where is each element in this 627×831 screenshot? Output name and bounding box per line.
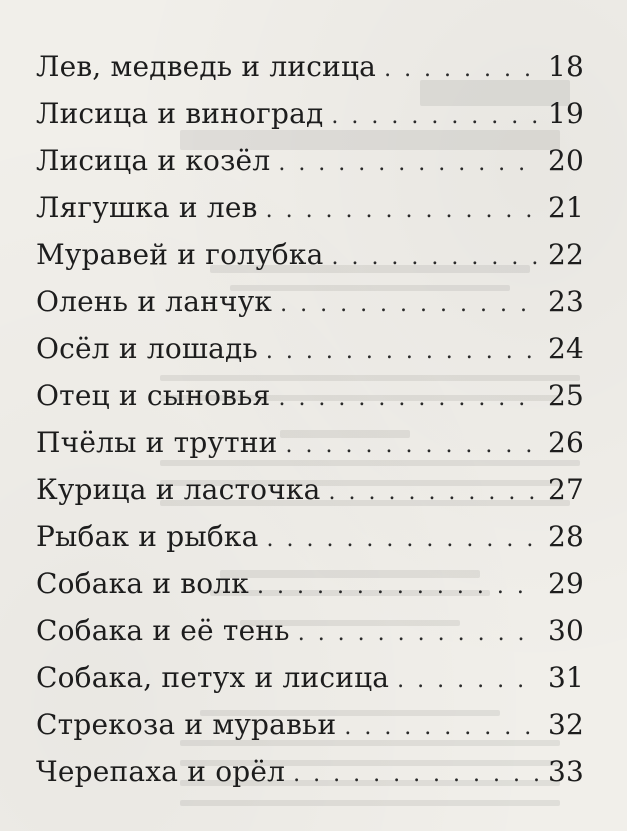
- toc-entry-title: Осёл и лошадь: [36, 332, 258, 365]
- toc-entry-page: 26: [548, 426, 585, 459]
- dot-leader: [384, 57, 538, 82]
- toc-entry-title: Собака и её тень: [36, 614, 290, 647]
- toc-entry-title: Лисица и виноград: [36, 97, 324, 130]
- toc-entry-title: Лягушка и лев: [36, 191, 258, 224]
- table-of-contents: [36, 50, 584, 802]
- toc-entry: [36, 50, 584, 97]
- toc-entry-page: 18: [548, 50, 585, 83]
- toc-entry-page: 29: [548, 567, 585, 600]
- toc-entry-page: 22: [548, 238, 585, 271]
- dot-leader: [344, 715, 538, 740]
- toc-entry: [36, 520, 584, 567]
- toc-entry: [36, 708, 584, 755]
- dot-leader: [278, 386, 538, 411]
- dot-leader: [331, 245, 538, 270]
- toc-entry-page: 33: [548, 755, 585, 788]
- toc-entry-page: 30: [548, 614, 585, 647]
- toc-entry-page: 21: [548, 191, 585, 224]
- toc-entry: [36, 97, 584, 144]
- toc-entry-title: Отец и сыновья: [36, 379, 271, 412]
- toc-entry-page: 27: [548, 473, 585, 506]
- toc-entry-title: Курица и ласточка: [36, 473, 321, 506]
- toc-entry-title: Лисица и козёл: [36, 144, 271, 177]
- toc-entry-title: Муравей и голубка: [36, 238, 324, 271]
- toc-entry: [36, 379, 584, 426]
- toc-entry-title: Собака и волк: [36, 567, 249, 600]
- toc-entry-title: Черепаха и орёл: [36, 755, 286, 788]
- toc-entry-title: Олень и ланчук: [36, 285, 273, 318]
- toc-entry-page: 20: [548, 144, 585, 177]
- toc-entry-page: 19: [548, 97, 585, 130]
- toc-entry-title: Собака, петух и лисица: [36, 661, 390, 694]
- toc-entry: [36, 567, 584, 614]
- toc-entry: [36, 614, 584, 661]
- toc-entry: [36, 238, 584, 285]
- dot-leader: [397, 668, 538, 693]
- toc-entry: [36, 144, 584, 191]
- dot-leader: [329, 480, 538, 505]
- dot-leader: [293, 762, 538, 787]
- dot-leader: [331, 104, 538, 129]
- toc-entry: [36, 332, 584, 379]
- dot-leader: [280, 292, 538, 317]
- dot-leader: [298, 621, 538, 646]
- toc-entry-page: 32: [548, 708, 585, 741]
- dot-leader: [266, 198, 538, 223]
- toc-entry: [36, 661, 584, 708]
- toc-entry-title: Лев, медведь и лисица: [36, 50, 377, 83]
- toc-entry: [36, 755, 584, 802]
- toc-entry-title: Стрекоза и муравьи: [36, 708, 337, 741]
- toc-entry-page: 31: [548, 661, 585, 694]
- dot-leader: [278, 151, 538, 176]
- toc-entry: [36, 191, 584, 238]
- toc-entry-page: 24: [548, 332, 585, 365]
- dot-leader: [266, 339, 538, 364]
- toc-entry-title: Рыбак и рыбка: [36, 520, 259, 553]
- dot-leader: [257, 574, 538, 599]
- dot-leader: [267, 527, 539, 552]
- dot-leader: [286, 433, 538, 458]
- toc-entry: [36, 426, 584, 473]
- toc-entry-page: 25: [548, 379, 585, 412]
- toc-entry-page: 23: [548, 285, 585, 318]
- toc-entry-page: 28: [548, 520, 585, 553]
- toc-entry: [36, 285, 584, 332]
- toc-entry: [36, 473, 584, 520]
- toc-entry-title: Пчёлы и трутни: [36, 426, 278, 459]
